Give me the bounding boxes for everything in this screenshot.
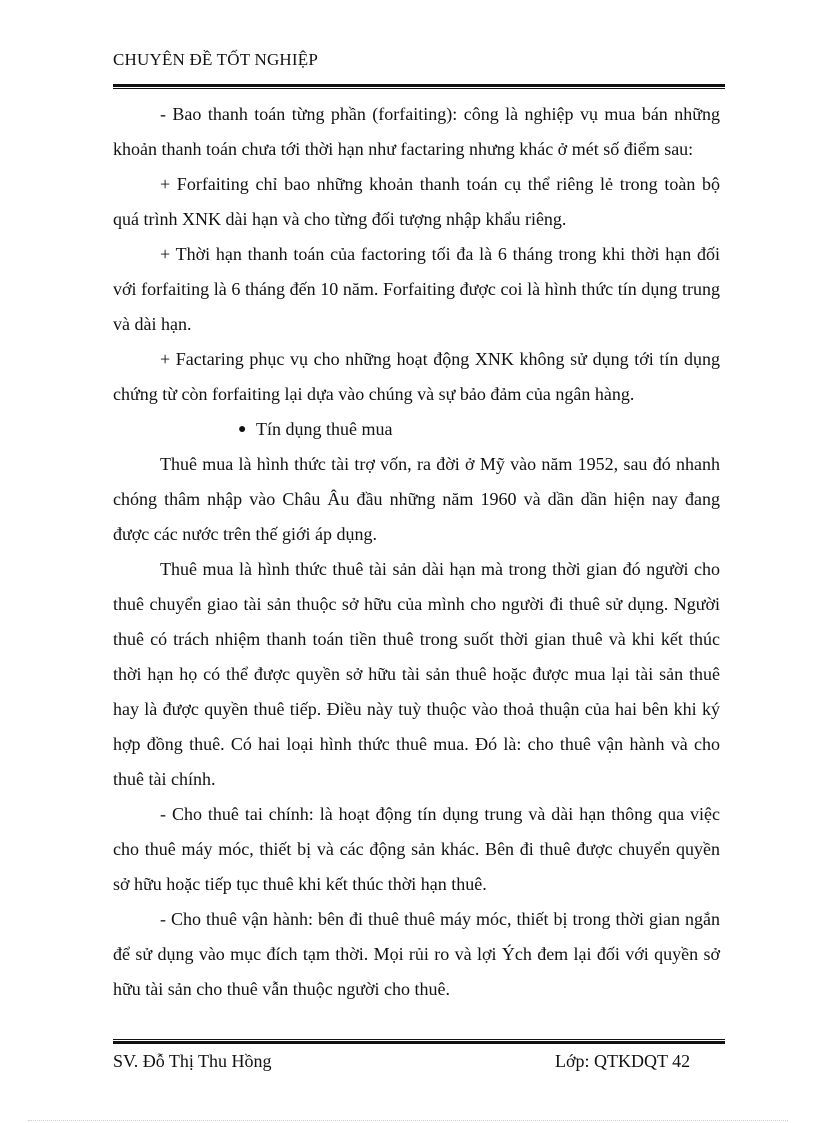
paragraph-forfaiting-intro: - Bao thanh toán từng phần (forfaiting): công là nghiệp vụ mua bán những khoản thanh toán chưa tới thời hạn như factaring nhưng khác ở mét số điểm sau: xyxy=(113,104,720,159)
footer-divider xyxy=(113,1039,725,1045)
bullet-dot-icon: ● xyxy=(238,422,247,437)
paragraph-forfaiting-point-3: + Factaring phục vụ cho những hoạt động XNK không sử dụng tới tín dụng chứng từ còn forfaiting lại dựa vào chúng và sự bảo đảm của ngân hàng. xyxy=(113,349,720,404)
paragraph-operating-lease: - Cho thuê vận hành: bên đi thuê thuê máy móc, thiết bị trong thời gian ngắn để sử dụng vào mục đích tạm thời. Mọi rủi ro và lợi Ých đem lại đối với quyền sở hữu tài sản cho thuê vẫn thuộc người cho thuê. xyxy=(113,909,720,999)
bullet-item-label: Tín dụng thuê mua xyxy=(256,419,393,439)
paragraph-forfaiting-point-1: + Forfaiting chỉ bao những khoản thanh toán cụ thể riêng lẻ trong toàn bộ quá trình XNK dài hạn và cho từng đối tượng nhập khẩu riêng. xyxy=(113,174,720,229)
paragraph-leasing-definition: Thuê mua là hình thức thuê tài sản dài hạn mà trong thời gian đó người cho thuê chuyển giao tài sản thuộc sở hữu của mình cho người đi thuê sử dụng. Người thuê có trách nhiệm thanh toán tiền thuê trong suốt thời gian thuê và khi kết thúc thời hạn họ có thể được quyền sở hữu tài sản thuê hoặc được mua lại tài sản thuê hay là được quyền thuê tiếp. Điều này tuỳ thuộc vào thoả thuận của hai bên khi ký hợp đồng thuê. Có hai loại hình thức thuê mua. Đó là: cho thuê vận hành và cho thuê tài chính. xyxy=(113,559,720,789)
header-divider xyxy=(113,84,725,90)
header-title: CHUYÊN ĐỀ TỐT NGHIỆP xyxy=(113,50,319,69)
paragraph-forfaiting-point-2: + Thời hạn thanh toán của factoring tối đa là 6 tháng trong khi thời hạn đối với forfaiting là 6 tháng đến 10 năm. Forfaiting được coi là hình thức tín dụng trung và dài hạn. xyxy=(113,244,720,334)
document-body xyxy=(113,97,720,1007)
footer-student-name: SV. Đỗ Thị Thu Hồng xyxy=(113,1051,272,1071)
paragraph-financial-lease: - Cho thuê tai chính: là hoạt động tín dụng trung và dài hạn thông qua việc cho thuê máy móc, thiết bị và các động sản khác. Bên đi thuê được chuyển quyền sở hữu hoặc tiếp tục thuê khi kết thúc thời hạn thuê. xyxy=(113,804,720,894)
bullet-item xyxy=(113,412,720,447)
page-bottom-edge xyxy=(28,1120,788,1121)
footer-class: Lớp: QTKDQT 42 xyxy=(555,1051,691,1071)
paragraph-leasing-history: Thuê mua là hình thức tài trợ vốn, ra đời ở Mỹ vào năm 1952, sau đó nhanh chóng thâm nhập vào Châu Âu đầu những năm 1960 và dần dần hiện nay đang được các nước trên thế giới áp dụng. xyxy=(113,454,720,544)
